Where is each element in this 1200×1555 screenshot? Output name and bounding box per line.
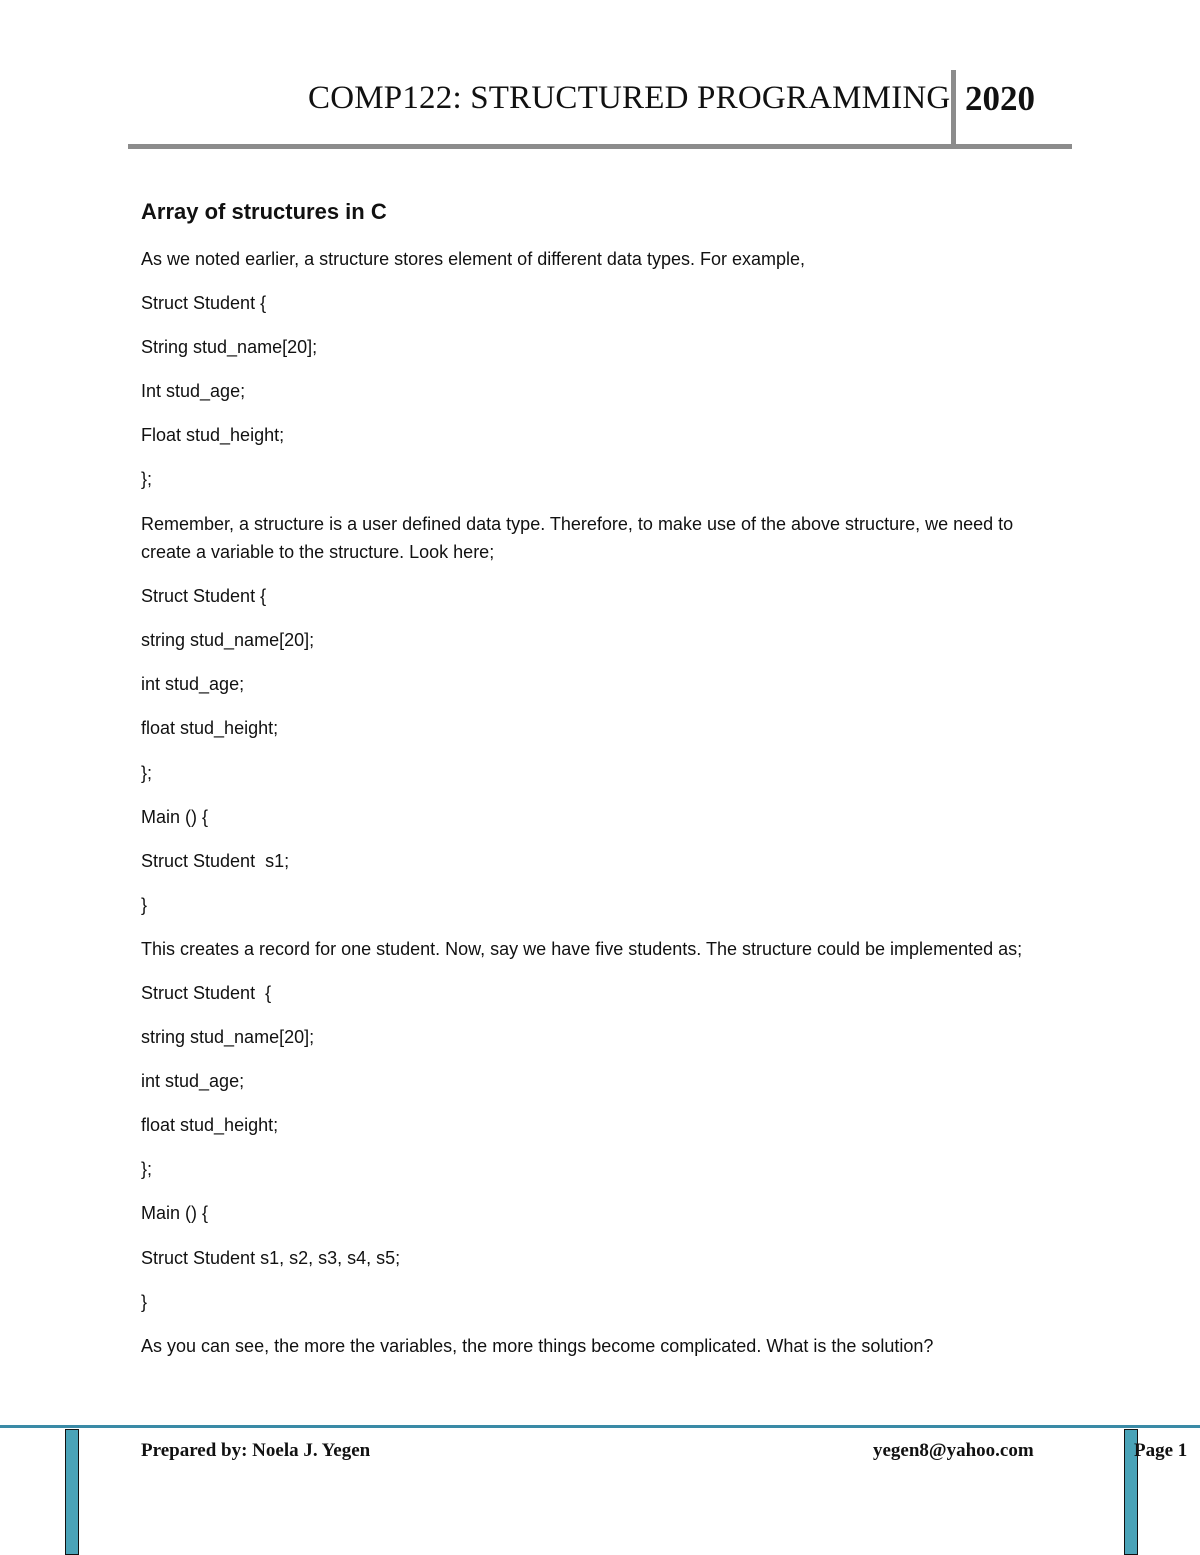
paragraph: This creates a record for one student. Now, say we have five students. The structure could be implemented as; <box>141 938 1023 959</box>
code-line: } <box>141 894 148 915</box>
header-divider <box>951 70 956 146</box>
paragraph: Remember, a structure is a user defined data type. Therefore, to make use of the above structure, we need to create a variable to the structure. Look here; <box>141 513 1019 563</box>
code-line: string stud_name[20]; <box>141 1027 315 1048</box>
page-footer <box>0 1425 1200 1553</box>
code-line: Int stud_age; <box>141 381 246 402</box>
paragraph: As you can see, the more the variables, the more things become complicated. What is the solution? <box>141 1335 934 1356</box>
paragraph: As we noted earlier, a structure stores element of different data types. For example, <box>141 249 806 269</box>
code-line: Float stud_height; <box>141 425 285 446</box>
code-line: Struct Student s1; <box>141 850 290 871</box>
code-line: int stud_age; <box>141 674 245 695</box>
code-line: Struct Student { <box>141 983 272 1003</box>
code-line: Struct Student { <box>141 293 267 314</box>
header-rule <box>128 144 1072 149</box>
code-line: }; <box>141 762 153 783</box>
footer-author: Prepared by: Noela J. Yegen <box>141 1440 371 1461</box>
page-number: Page 1 <box>1134 1440 1188 1461</box>
code-line: Main () { <box>141 806 209 827</box>
code-line: }; <box>141 469 153 490</box>
footer-left-bar <box>65 1429 79 1555</box>
code-line: float stud_height; <box>141 718 279 739</box>
code-line: String stud_name[20]; <box>141 337 318 358</box>
code-line: Struct Student s1, s2, s3, s4, s5; <box>141 1247 401 1268</box>
code-line: } <box>141 1291 148 1312</box>
code-line: float stud_height; <box>141 1115 279 1136</box>
code-line: Main () { <box>141 1203 209 1224</box>
footer-email: yegen8@yahoo.com <box>873 1440 1034 1461</box>
page-header <box>128 70 1072 150</box>
header-year: 2020 <box>965 79 1035 118</box>
footer-rule <box>0 1425 1200 1428</box>
document-body <box>141 195 1046 1376</box>
code-line: int stud_age; <box>141 1071 245 1092</box>
code-line: string stud_name[20]; <box>141 630 315 651</box>
code-line: }; <box>141 1159 153 1180</box>
code-line: Struct Student { <box>141 586 267 607</box>
course-title: COMP122: STRUCTURED PROGRAMMING <box>308 80 951 116</box>
section-heading: Array of structures in C <box>141 199 387 224</box>
